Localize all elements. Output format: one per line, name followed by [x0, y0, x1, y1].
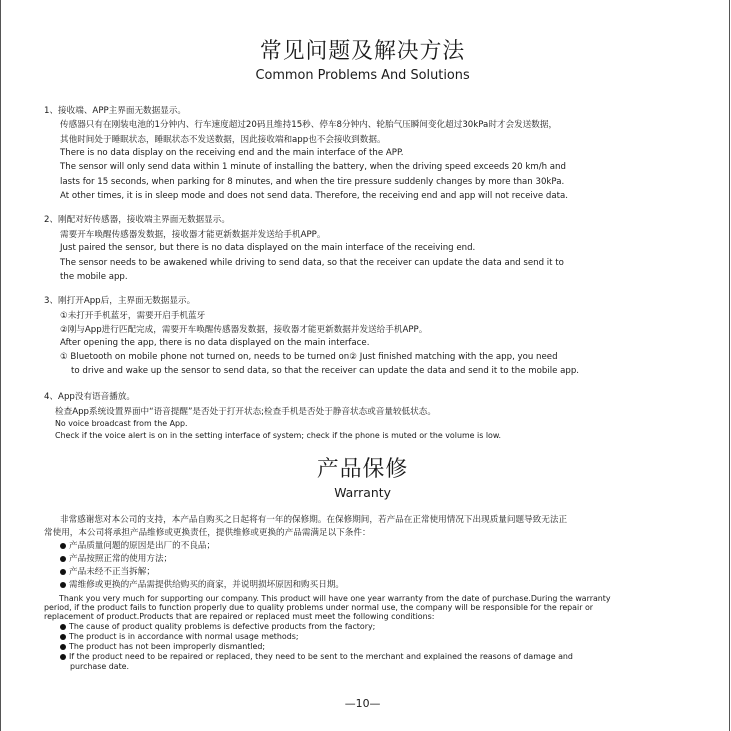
- problem-2-line: 需要开车唤醒传感器发数据，接收器才能更新数据并发送给手机APP。: [60, 230, 326, 240]
- warranty-en-item-continued: purchase date.: [70, 662, 130, 671]
- warranty-en-paragraph: replacement of product.Products that are repaired or replaced must meet the following conditions:: [44, 612, 435, 621]
- problem-2-line: Just paired the sensor, but there is no data displayed on the main interface of the receiving end.: [60, 243, 476, 253]
- problem-4-line: 检查App系统设置界面中“语音提醒”是否处于打开状态;检查手机是否处于静音状态或音量较低状态。: [55, 407, 436, 417]
- bullet-icon: [60, 556, 66, 562]
- bullet-icon: [60, 654, 66, 660]
- warranty-en-paragraph: period, if the product fails to function properly due to quality problems under normal use, the company will be responsible for the repair or: [44, 603, 594, 612]
- warranty-en-item: The product is in accordance with normal usage methods;: [60, 632, 299, 641]
- warranty-cn-item: 产品按照正常的使用方法；: [60, 552, 172, 564]
- problem-3-line: After opening the app, there is no data displayed on the main interface.: [60, 338, 370, 348]
- problem-3-line: to drive and wake up the sensor to send data, so that the receiver can update the data and send it to the mobile app.: [71, 366, 580, 376]
- problem-1-line: There is no data display on the receiving end and the main interface of the APP.: [60, 148, 404, 158]
- problem-1-line: The sensor will only send data within 1 minute of installing the battery, when the driving speed exceeds 20 km/h and: [60, 162, 566, 172]
- page-border-right: [729, 0, 730, 731]
- page-number: —10—: [344, 697, 381, 710]
- warranty-cn-item: 需维修或更换的产品需提供给购买的商家，并说明损坏原因和购买日期。: [60, 578, 344, 590]
- page-border-left: [0, 0, 1, 731]
- warranty-cn-item: 产品质量问题的原因是出厂的不良品；: [60, 539, 215, 551]
- bullet-icon: [60, 582, 66, 588]
- problem-3-heading: 3、刚打开App后，主界面无数据显示。: [44, 296, 196, 306]
- problem-2-heading: 2、刚配对好传感器，接收端主界面无数据显示。: [44, 215, 230, 225]
- warranty-title: 产品保修: [316, 457, 409, 482]
- problem-3-line: ①未打开手机蓝牙，需要开启手机蓝牙: [60, 311, 206, 321]
- page-subtitle: Common Problems And Solutions: [255, 68, 470, 83]
- problem-2-line: the mobile app.: [60, 272, 128, 282]
- problem-1-line: At other times, it is in sleep mode and does not send data. Therefore, the receiving end and app will not receive data.: [60, 191, 568, 201]
- warranty-en-paragraph: Thank you very much for supporting our company. This product will have one year warranty from the date of purchase.During the warranty: [59, 594, 611, 603]
- page-title: 常见问题及解决方法: [259, 39, 466, 64]
- warranty-subtitle: Warranty: [334, 485, 391, 500]
- bullet-icon: [60, 624, 66, 630]
- problem-1-line: 其他时间处于睡眠状态，睡眠状态不发送数据，因此接收端和app也不会接收到数据。: [60, 135, 386, 145]
- problem-3-line: ① Bluetooth on mobile phone not turned on, needs to be turned on② Just finished matching with the app, you need: [60, 352, 558, 362]
- warranty-en-item: The product has not been improperly dismantled;: [60, 642, 265, 651]
- warranty-en-item: The cause of product quality problems is defective products from the factory;: [60, 622, 375, 631]
- warranty-cn-paragraph: 常使用，本公司将承担产品维修或更换责任，提供维修或更换的产品需满足以下条件：: [44, 528, 371, 538]
- problem-2-line: The sensor needs to be awakened while driving to send data, so that the receiver can update the data and send it to: [60, 258, 564, 268]
- problem-4-line: Check if the voice alert is on in the setting interface of system; check if the phone is muted or the volume is low.: [55, 431, 502, 440]
- bullet-icon: [60, 569, 66, 575]
- problem-4-line: No voice broadcast from the App.: [55, 419, 188, 428]
- bullet-icon: [60, 644, 66, 650]
- problem-3-line: ②刚与App进行匹配完成，需要开车唤醒传感器发数据，接收器才能更新数据并发送给手机APP。: [60, 325, 428, 335]
- bullet-icon: [60, 543, 66, 549]
- problem-1-heading: 1、接收端、APP主界面无数据显示。: [44, 106, 187, 116]
- bullet-icon: [60, 634, 66, 640]
- warranty-cn-paragraph: 非常感谢您对本公司的支持，本产品自购买之日起将有一年的保修期。在保修期间，若产品在正常使用情况下出现质量问题导致无法正: [60, 515, 568, 525]
- problem-1-line: 传感器只有在刚装电池的1分钟内、行车速度超过20码且维持15秒、停车8分钟内、轮胎气压瞬间变化超过30kPa时才会发送数据，: [60, 120, 558, 130]
- problem-1-line: lasts for 15 seconds, when parking for 8 minutes, and when the tire pressure suddenly changes by more than 30kPa.: [60, 177, 565, 187]
- problem-4-heading: 4、App没有语音播放。: [44, 392, 136, 402]
- warranty-en-item: If the product need to be repaired or replaced, they need to be sent to the merchant and explained the reasons of damage and: [60, 652, 573, 661]
- warranty-cn-item: 产品未经不正当拆解；: [60, 565, 155, 577]
